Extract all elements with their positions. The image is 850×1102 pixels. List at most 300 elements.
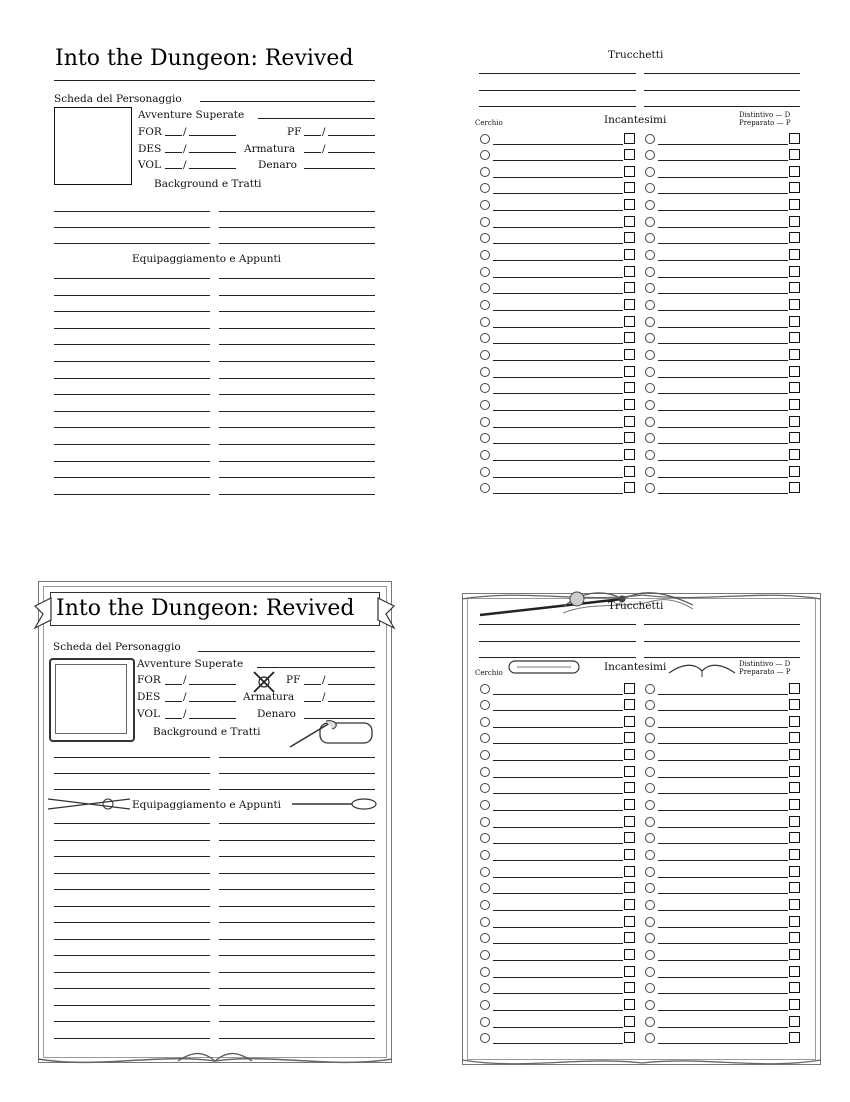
spell-checkbox[interactable]: [624, 816, 635, 827]
circle-level-bubble[interactable]: [645, 983, 655, 993]
equipment-line[interactable]: [54, 972, 210, 973]
cantrip-line[interactable]: [479, 624, 636, 625]
stat-for-max[interactable]: [189, 684, 236, 685]
spell-checkbox[interactable]: [624, 799, 635, 810]
circle-level-bubble[interactable]: [645, 200, 655, 210]
spell-checkbox[interactable]: [624, 866, 635, 877]
equipment-line[interactable]: [54, 1038, 210, 1039]
circle-level-bubble[interactable]: [645, 433, 655, 443]
equipment-line[interactable]: [219, 1005, 375, 1006]
spell-name-line[interactable]: [493, 694, 623, 695]
circle-level-bubble[interactable]: [480, 1000, 490, 1010]
equipment-line[interactable]: [54, 477, 210, 478]
equipment-line[interactable]: [54, 344, 210, 345]
spell-checkbox[interactable]: [624, 766, 635, 777]
background-line[interactable]: [54, 211, 210, 212]
spell-name-line[interactable]: [493, 210, 623, 211]
spell-name-line[interactable]: [493, 910, 623, 911]
spell-checkbox[interactable]: [789, 999, 800, 1010]
spell-checkbox[interactable]: [789, 849, 800, 860]
spell-name-line[interactable]: [658, 960, 788, 961]
spell-name-line[interactable]: [658, 827, 788, 828]
spell-name-line[interactable]: [658, 1043, 788, 1044]
circle-level-bubble[interactable]: [645, 350, 655, 360]
circle-level-bubble[interactable]: [480, 433, 490, 443]
spell-name-line[interactable]: [658, 793, 788, 794]
spell-checkbox[interactable]: [624, 366, 635, 377]
spell-checkbox[interactable]: [789, 866, 800, 877]
background-line[interactable]: [54, 227, 210, 228]
circle-level-bubble[interactable]: [480, 900, 490, 910]
equipment-line[interactable]: [54, 906, 210, 907]
equipment-line[interactable]: [219, 378, 375, 379]
spell-name-line[interactable]: [493, 477, 623, 478]
background-line[interactable]: [54, 757, 210, 758]
equipment-line[interactable]: [219, 1021, 375, 1022]
spell-checkbox[interactable]: [624, 449, 635, 460]
spell-name-line[interactable]: [493, 1010, 623, 1011]
spell-checkbox[interactable]: [624, 232, 635, 243]
spell-name-line[interactable]: [493, 860, 623, 861]
equipment-line[interactable]: [54, 394, 210, 395]
circle-level-bubble[interactable]: [480, 183, 490, 193]
background-line[interactable]: [219, 773, 375, 774]
equipment-line[interactable]: [219, 988, 375, 989]
circle-level-bubble[interactable]: [480, 450, 490, 460]
spell-name-line[interactable]: [658, 760, 788, 761]
circle-level-bubble[interactable]: [645, 1000, 655, 1010]
equipment-line[interactable]: [54, 988, 210, 989]
equipment-line[interactable]: [54, 823, 210, 824]
background-line[interactable]: [54, 789, 210, 790]
background-line[interactable]: [219, 757, 375, 758]
spell-checkbox[interactable]: [624, 382, 635, 393]
spell-checkbox[interactable]: [624, 282, 635, 293]
stat-vol-max[interactable]: [189, 168, 236, 169]
spell-checkbox[interactable]: [624, 482, 635, 493]
cantrip-line[interactable]: [644, 90, 800, 91]
circle-level-bubble[interactable]: [645, 817, 655, 827]
spell-checkbox[interactable]: [789, 482, 800, 493]
background-line[interactable]: [219, 243, 375, 244]
equipment-line[interactable]: [219, 361, 375, 362]
circle-level-bubble[interactable]: [645, 167, 655, 177]
circle-level-bubble[interactable]: [645, 267, 655, 277]
cantrip-line[interactable]: [479, 90, 636, 91]
circle-level-bubble[interactable]: [480, 850, 490, 860]
circle-level-bubble[interactable]: [480, 684, 490, 694]
circle-level-bubble[interactable]: [645, 800, 655, 810]
equipment-line[interactable]: [54, 328, 210, 329]
spell-name-line[interactable]: [493, 1043, 623, 1044]
spell-name-line[interactable]: [658, 877, 788, 878]
spell-checkbox[interactable]: [624, 1016, 635, 1027]
equipment-line[interactable]: [54, 427, 210, 428]
spell-name-line[interactable]: [658, 893, 788, 894]
spell-checkbox[interactable]: [789, 1032, 800, 1043]
adventures-field[interactable]: [258, 118, 375, 119]
spell-checkbox[interactable]: [789, 799, 800, 810]
circle-level-bubble[interactable]: [645, 367, 655, 377]
circle-level-bubble[interactable]: [645, 850, 655, 860]
spell-name-line[interactable]: [658, 927, 788, 928]
character-name-field[interactable]: [198, 651, 375, 652]
spell-checkbox[interactable]: [789, 316, 800, 327]
spell-name-line[interactable]: [658, 443, 788, 444]
spell-checkbox[interactable]: [789, 916, 800, 927]
stat-des-current[interactable]: [165, 701, 182, 702]
spell-name-line[interactable]: [493, 893, 623, 894]
equipment-line[interactable]: [219, 939, 375, 940]
spell-checkbox[interactable]: [789, 899, 800, 910]
spell-name-line[interactable]: [658, 727, 788, 728]
spell-name-line[interactable]: [658, 360, 788, 361]
spell-checkbox[interactable]: [624, 182, 635, 193]
circle-level-bubble[interactable]: [480, 917, 490, 927]
character-name-field[interactable]: [200, 101, 375, 102]
spell-name-line[interactable]: [658, 144, 788, 145]
circle-level-bubble[interactable]: [645, 733, 655, 743]
spell-name-line[interactable]: [658, 460, 788, 461]
spell-name-line[interactable]: [493, 793, 623, 794]
cantrip-line[interactable]: [644, 624, 800, 625]
equipment-line[interactable]: [54, 939, 210, 940]
spell-checkbox[interactable]: [789, 282, 800, 293]
stat-des-max[interactable]: [189, 701, 236, 702]
equipment-line[interactable]: [54, 1005, 210, 1006]
adventures-field[interactable]: [257, 667, 375, 668]
equipment-line[interactable]: [219, 823, 375, 824]
equipment-line[interactable]: [54, 922, 210, 923]
spell-checkbox[interactable]: [789, 683, 800, 694]
spell-checkbox[interactable]: [789, 399, 800, 410]
circle-level-bubble[interactable]: [480, 267, 490, 277]
cantrip-line[interactable]: [644, 106, 800, 107]
spell-checkbox[interactable]: [624, 849, 635, 860]
spell-checkbox[interactable]: [789, 382, 800, 393]
spell-checkbox[interactable]: [624, 199, 635, 210]
spell-checkbox[interactable]: [624, 932, 635, 943]
spell-checkbox[interactable]: [789, 749, 800, 760]
spell-name-line[interactable]: [658, 293, 788, 294]
equipment-line[interactable]: [219, 955, 375, 956]
cantrip-line[interactable]: [479, 106, 636, 107]
circle-level-bubble[interactable]: [480, 700, 490, 710]
equipment-line[interactable]: [54, 1021, 210, 1022]
circle-level-bubble[interactable]: [480, 950, 490, 960]
spell-checkbox[interactable]: [624, 1032, 635, 1043]
circle-level-bubble[interactable]: [480, 333, 490, 343]
circle-level-bubble[interactable]: [645, 700, 655, 710]
circle-level-bubble[interactable]: [480, 983, 490, 993]
cantrip-line[interactable]: [644, 657, 800, 658]
equipment-line[interactable]: [54, 461, 210, 462]
spell-name-line[interactable]: [493, 493, 623, 494]
circle-level-bubble[interactable]: [480, 883, 490, 893]
spell-checkbox[interactable]: [789, 349, 800, 360]
spell-name-line[interactable]: [658, 343, 788, 344]
circle-level-bubble[interactable]: [480, 233, 490, 243]
circle-level-bubble[interactable]: [480, 483, 490, 493]
circle-level-bubble[interactable]: [480, 783, 490, 793]
equipment-line[interactable]: [219, 278, 375, 279]
spell-checkbox[interactable]: [624, 982, 635, 993]
spell-name-line[interactable]: [658, 227, 788, 228]
circle-level-bubble[interactable]: [645, 400, 655, 410]
spell-name-line[interactable]: [658, 710, 788, 711]
circle-level-bubble[interactable]: [480, 217, 490, 227]
equipment-line[interactable]: [219, 411, 375, 412]
background-line[interactable]: [54, 773, 210, 774]
spell-checkbox[interactable]: [789, 1016, 800, 1027]
spell-checkbox[interactable]: [789, 816, 800, 827]
spell-checkbox[interactable]: [624, 416, 635, 427]
circle-level-bubble[interactable]: [645, 217, 655, 227]
spell-name-line[interactable]: [493, 393, 623, 394]
hp-current[interactable]: [304, 135, 321, 136]
cantrip-line[interactable]: [644, 641, 800, 642]
spell-name-line[interactable]: [658, 377, 788, 378]
equipment-line[interactable]: [219, 972, 375, 973]
spell-checkbox[interactable]: [789, 232, 800, 243]
spell-name-line[interactable]: [493, 327, 623, 328]
circle-level-bubble[interactable]: [645, 750, 655, 760]
equipment-line[interactable]: [219, 444, 375, 445]
spell-name-line[interactable]: [658, 210, 788, 211]
spell-name-line[interactable]: [658, 160, 788, 161]
circle-level-bubble[interactable]: [480, 200, 490, 210]
spell-checkbox[interactable]: [789, 882, 800, 893]
spell-checkbox[interactable]: [624, 316, 635, 327]
spell-name-line[interactable]: [493, 243, 623, 244]
spell-name-line[interactable]: [658, 243, 788, 244]
spell-name-line[interactable]: [658, 1027, 788, 1028]
stat-for-current[interactable]: [165, 135, 182, 136]
spell-name-line[interactable]: [658, 193, 788, 194]
hp-current[interactable]: [304, 684, 321, 685]
spell-checkbox[interactable]: [624, 249, 635, 260]
spell-name-line[interactable]: [658, 260, 788, 261]
circle-level-bubble[interactable]: [645, 233, 655, 243]
spell-name-line[interactable]: [658, 277, 788, 278]
spell-name-line[interactable]: [493, 160, 623, 161]
spell-checkbox[interactable]: [789, 832, 800, 843]
cantrip-line[interactable]: [479, 657, 636, 658]
spell-name-line[interactable]: [658, 694, 788, 695]
spell-checkbox[interactable]: [789, 133, 800, 144]
equipment-line[interactable]: [219, 922, 375, 923]
circle-level-bubble[interactable]: [645, 450, 655, 460]
equipment-line[interactable]: [219, 494, 375, 495]
circle-level-bubble[interactable]: [645, 483, 655, 493]
spell-checkbox[interactable]: [789, 932, 800, 943]
equipment-line[interactable]: [219, 840, 375, 841]
spell-name-line[interactable]: [658, 177, 788, 178]
spell-name-line[interactable]: [493, 710, 623, 711]
equipment-line[interactable]: [219, 394, 375, 395]
spell-name-line[interactable]: [493, 460, 623, 461]
spell-name-line[interactable]: [658, 943, 788, 944]
spell-name-line[interactable]: [493, 227, 623, 228]
spell-name-line[interactable]: [658, 810, 788, 811]
spell-checkbox[interactable]: [624, 832, 635, 843]
equipment-line[interactable]: [54, 444, 210, 445]
circle-level-bubble[interactable]: [645, 283, 655, 293]
spell-name-line[interactable]: [493, 843, 623, 844]
circle-level-bubble[interactable]: [480, 417, 490, 427]
spell-checkbox[interactable]: [789, 166, 800, 177]
spell-checkbox[interactable]: [789, 982, 800, 993]
equipment-line[interactable]: [54, 873, 210, 874]
equipment-line[interactable]: [219, 461, 375, 462]
circle-level-bubble[interactable]: [645, 134, 655, 144]
spell-name-line[interactable]: [493, 993, 623, 994]
spell-name-line[interactable]: [493, 827, 623, 828]
spell-name-line[interactable]: [658, 777, 788, 778]
circle-level-bubble[interactable]: [480, 283, 490, 293]
circle-level-bubble[interactable]: [645, 833, 655, 843]
spell-name-line[interactable]: [658, 393, 788, 394]
circle-level-bubble[interactable]: [480, 817, 490, 827]
spell-name-line[interactable]: [493, 927, 623, 928]
equipment-line[interactable]: [219, 344, 375, 345]
circle-level-bubble[interactable]: [645, 684, 655, 694]
spell-checkbox[interactable]: [789, 149, 800, 160]
stat-vol-current[interactable]: [165, 718, 182, 719]
circle-level-bubble[interactable]: [480, 367, 490, 377]
equipment-line[interactable]: [219, 906, 375, 907]
background-line[interactable]: [54, 243, 210, 244]
spell-name-line[interactable]: [493, 410, 623, 411]
equipment-line[interactable]: [219, 477, 375, 478]
circle-level-bubble[interactable]: [480, 1017, 490, 1027]
circle-level-bubble[interactable]: [645, 317, 655, 327]
circle-level-bubble[interactable]: [645, 933, 655, 943]
equipment-line[interactable]: [54, 378, 210, 379]
spell-checkbox[interactable]: [789, 966, 800, 977]
circle-level-bubble[interactable]: [645, 250, 655, 260]
circle-level-bubble[interactable]: [645, 950, 655, 960]
spell-name-line[interactable]: [658, 310, 788, 311]
spell-checkbox[interactable]: [789, 699, 800, 710]
equipment-line[interactable]: [219, 873, 375, 874]
money-field[interactable]: [304, 168, 375, 169]
circle-level-bubble[interactable]: [645, 1033, 655, 1043]
spell-checkbox[interactable]: [789, 782, 800, 793]
circle-level-bubble[interactable]: [645, 333, 655, 343]
circle-level-bubble[interactable]: [645, 900, 655, 910]
spell-checkbox[interactable]: [789, 366, 800, 377]
equipment-line[interactable]: [54, 361, 210, 362]
spell-checkbox[interactable]: [624, 716, 635, 727]
circle-level-bubble[interactable]: [645, 867, 655, 877]
circle-level-bubble[interactable]: [480, 350, 490, 360]
spell-checkbox[interactable]: [789, 332, 800, 343]
spell-name-line[interactable]: [493, 777, 623, 778]
spell-checkbox[interactable]: [624, 299, 635, 310]
equipment-line[interactable]: [54, 889, 210, 890]
spell-name-line[interactable]: [493, 293, 623, 294]
portrait-box[interactable]: [54, 107, 132, 185]
spell-name-line[interactable]: [493, 877, 623, 878]
stat-des-current[interactable]: [165, 152, 182, 153]
spell-checkbox[interactable]: [789, 716, 800, 727]
spell-checkbox[interactable]: [624, 699, 635, 710]
spell-checkbox[interactable]: [624, 999, 635, 1010]
spell-checkbox[interactable]: [789, 949, 800, 960]
spell-checkbox[interactable]: [624, 966, 635, 977]
circle-level-bubble[interactable]: [645, 417, 655, 427]
equipment-line[interactable]: [219, 311, 375, 312]
spell-name-line[interactable]: [493, 144, 623, 145]
spell-checkbox[interactable]: [624, 166, 635, 177]
spell-checkbox[interactable]: [624, 683, 635, 694]
spell-checkbox[interactable]: [789, 216, 800, 227]
circle-level-bubble[interactable]: [645, 717, 655, 727]
circle-level-bubble[interactable]: [645, 467, 655, 477]
circle-level-bubble[interactable]: [480, 767, 490, 777]
spell-checkbox[interactable]: [624, 749, 635, 760]
spell-name-line[interactable]: [493, 760, 623, 761]
circle-level-bubble[interactable]: [480, 300, 490, 310]
equipment-line[interactable]: [219, 295, 375, 296]
spell-name-line[interactable]: [493, 277, 623, 278]
stat-vol-max[interactable]: [189, 718, 236, 719]
spell-name-line[interactable]: [493, 193, 623, 194]
circle-level-bubble[interactable]: [480, 733, 490, 743]
spell-name-line[interactable]: [493, 743, 623, 744]
circle-level-bubble[interactable]: [645, 150, 655, 160]
spell-name-line[interactable]: [658, 493, 788, 494]
circle-level-bubble[interactable]: [480, 1033, 490, 1043]
equipment-line[interactable]: [54, 840, 210, 841]
spell-name-line[interactable]: [658, 427, 788, 428]
spell-checkbox[interactable]: [624, 949, 635, 960]
circle-level-bubble[interactable]: [480, 250, 490, 260]
circle-level-bubble[interactable]: [645, 917, 655, 927]
spell-checkbox[interactable]: [624, 332, 635, 343]
circle-level-bubble[interactable]: [480, 717, 490, 727]
circle-level-bubble[interactable]: [480, 383, 490, 393]
spell-checkbox[interactable]: [624, 782, 635, 793]
spell-checkbox[interactable]: [624, 399, 635, 410]
cantrip-line[interactable]: [479, 641, 636, 642]
circle-level-bubble[interactable]: [480, 800, 490, 810]
equipment-line[interactable]: [219, 1038, 375, 1039]
spell-name-line[interactable]: [658, 910, 788, 911]
equipment-line[interactable]: [54, 311, 210, 312]
spell-name-line[interactable]: [658, 327, 788, 328]
cantrip-line[interactable]: [644, 73, 800, 74]
spell-name-line[interactable]: [658, 1010, 788, 1011]
stat-for-max[interactable]: [189, 135, 236, 136]
stat-vol-current[interactable]: [165, 168, 182, 169]
equipment-line[interactable]: [54, 494, 210, 495]
armor-max[interactable]: [328, 152, 375, 153]
circle-level-bubble[interactable]: [480, 933, 490, 943]
circle-level-bubble[interactable]: [480, 750, 490, 760]
spell-checkbox[interactable]: [624, 466, 635, 477]
spell-checkbox[interactable]: [789, 432, 800, 443]
spell-name-line[interactable]: [493, 377, 623, 378]
spell-name-line[interactable]: [658, 843, 788, 844]
circle-level-bubble[interactable]: [645, 1017, 655, 1027]
circle-level-bubble[interactable]: [480, 467, 490, 477]
spell-checkbox[interactable]: [789, 182, 800, 193]
spell-checkbox[interactable]: [624, 133, 635, 144]
background-line[interactable]: [219, 211, 375, 212]
armor-current[interactable]: [304, 701, 321, 702]
